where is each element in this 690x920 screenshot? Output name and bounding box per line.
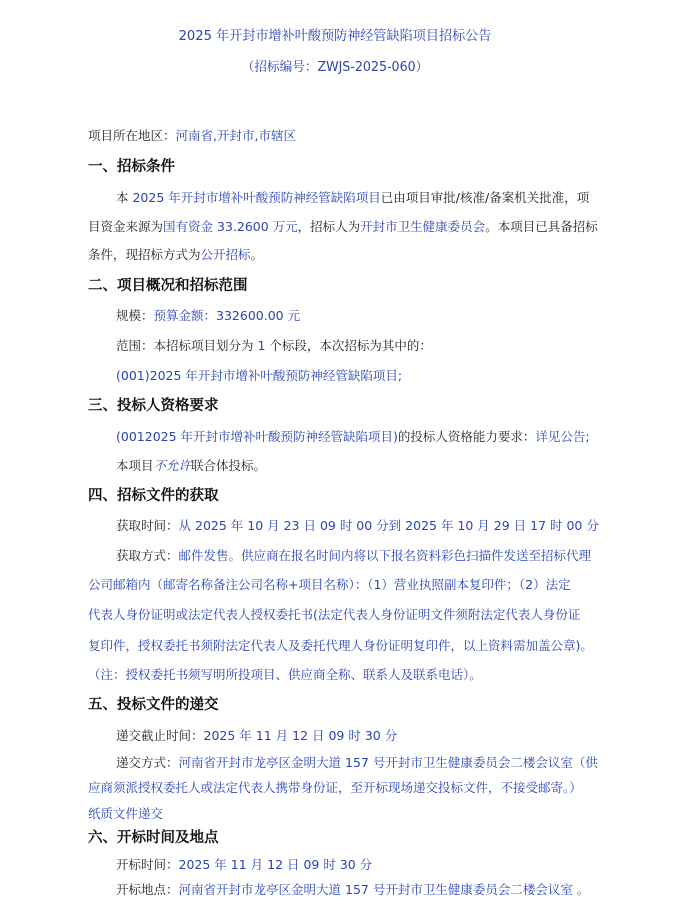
s1-text-1c: 已由项目审批/核准/备案机关批准，项 (380, 190, 590, 205)
s1-line-3 (88, 246, 263, 264)
s1-method: 公开招标 (200, 247, 251, 262)
s4-time-value: 从 2025 年 10 月 23 日 09 时 00 分到 2025 年 10 月 29 日 17 时 00 分 (178, 518, 599, 533)
s4-way-line-3: 代表人身份证明或法定代表人授权委托书(法定代表人身份证明文件须附法定代表人身份证 (88, 607, 581, 622)
s3-q-text: 的投标人资格能力要求： (397, 429, 536, 444)
s3-joint-c: 联合体投标。 (191, 458, 267, 473)
s6-time-value: 2025 年 11 月 12 日 09 时 30 分 (178, 857, 373, 872)
s5-way-line-2: 应商须派授权委托人或法定代表人携带身份证，至开标现场递交投标文件，不接受邮寄。） (88, 780, 582, 795)
s1-project-name: 2025 年开封市增补叶酸预防神经管缺陷项目 (132, 190, 381, 205)
region-value: 河南省,开封市,市辖区 (175, 128, 296, 143)
s3-qualification-line (116, 428, 590, 446)
section-3-heading: 三、投标人资格要求 (88, 398, 219, 414)
s6-place-label: 开标地点： (116, 882, 179, 897)
s1-text-1a: 本 (116, 190, 133, 205)
page-title: 2025 年开封市增补叶酸预防神经管缺陷项目招标公告 (178, 28, 492, 44)
s4-way-line-5: （注：授权委托书须写明所投项目、供应商全称、联系人及联系电话）。 (88, 667, 482, 682)
s1-text-2a: 目资金来源为 (88, 219, 164, 234)
s1-funding: 国有资金 33.2600 万元 (163, 219, 298, 234)
region-line (88, 127, 296, 145)
s2-scale-value: 预算金额：332600.00 元 (153, 308, 301, 323)
s4-time-line (116, 517, 599, 535)
s4-way-1: 邮件发售。供应商在报名时间内将以下报名资料彩色扫描件发送至招标代理 (178, 548, 592, 563)
region-label: 项目所在地区： (88, 128, 176, 143)
s2-scale-line (116, 307, 300, 325)
s2-range-line (116, 337, 432, 355)
s1-line-1 (116, 189, 589, 207)
s5-way-line-1 (116, 754, 598, 772)
s1-text-3c: 。 (250, 247, 264, 262)
s4-way-line-2: 公司邮箱内（邮寄名称备注公司名称+项目名称）：（1）营业执照副本复印件；（2）法定 (88, 577, 571, 592)
section-5-heading: 五、投标文件的递交 (88, 697, 219, 713)
s4-way-label: 获取方式： (116, 548, 179, 563)
section-6-heading: 六、开标时间及地点 (88, 830, 219, 846)
section-4-heading: 四、招标文件的获取 (88, 488, 219, 504)
s2-lot: (001)2025 年开封市增补叶酸预防神经管缺陷项目; (116, 368, 403, 383)
s6-place-line (116, 881, 589, 899)
s3-joint-flag: 不允许 (153, 458, 192, 473)
s1-line-2 (88, 218, 598, 236)
s3-q-detail: 详见公告; (535, 429, 590, 444)
s6-time-label: 开标时间： (116, 857, 179, 872)
s4-time-label: 获取时间： (116, 518, 179, 533)
s5-way-line-3: 纸质文件递交 (88, 806, 164, 821)
s2-range-c: 个标段，本次招标为其中的： (265, 338, 432, 353)
section-1-heading: 一、招标条件 (88, 159, 175, 175)
tender-code: （招标编号：ZWJS-2025-060） (241, 60, 429, 75)
section-2-heading: 二、项目概况和招标范围 (88, 278, 248, 294)
s1-tenderer: 开封市卫生健康委员会 (360, 219, 486, 234)
s5-deadline-line (116, 727, 397, 745)
s5-deadline-label: 递交截止时间： (116, 728, 204, 743)
s1-text-2c: ，招标人为 (297, 219, 361, 234)
s2-scale-label: 规模： (116, 308, 154, 323)
s5-way-1: 河南省开封市龙亭区金明大道 157 号开封市卫生健康委员会二楼会议室（供 (178, 755, 598, 770)
s3-lot-ref: (0012025 年开封市增补叶酸预防神经管缺陷项目) (116, 429, 398, 444)
s3-joint-a: 本项目 (116, 458, 154, 473)
s6-time-line (116, 856, 372, 874)
s6-place-value: 河南省开封市龙亭区金明大道 157 号开封市卫生健康委员会二楼会议室 。 (178, 882, 590, 897)
s2-range-a: 范围：本招标项目划分为 (116, 338, 258, 353)
s2-lot-count: 1 (257, 338, 266, 353)
s4-way-line-1 (116, 547, 591, 565)
s5-deadline-value: 2025 年 11 月 12 日 09 时 30 分 (203, 728, 398, 743)
s5-way-label: 递交方式： (116, 755, 179, 770)
s3-joint-line (116, 457, 266, 475)
s1-text-3a: 条件，现招标方式为 (88, 247, 201, 262)
s4-way-line-4: 复印件，授权委托书须附法定代表人及委托代理人身份证明复印件，以上资料需加盖公章)。 (88, 638, 593, 653)
s1-text-2e: 。本项目已具备招标 (485, 219, 598, 234)
